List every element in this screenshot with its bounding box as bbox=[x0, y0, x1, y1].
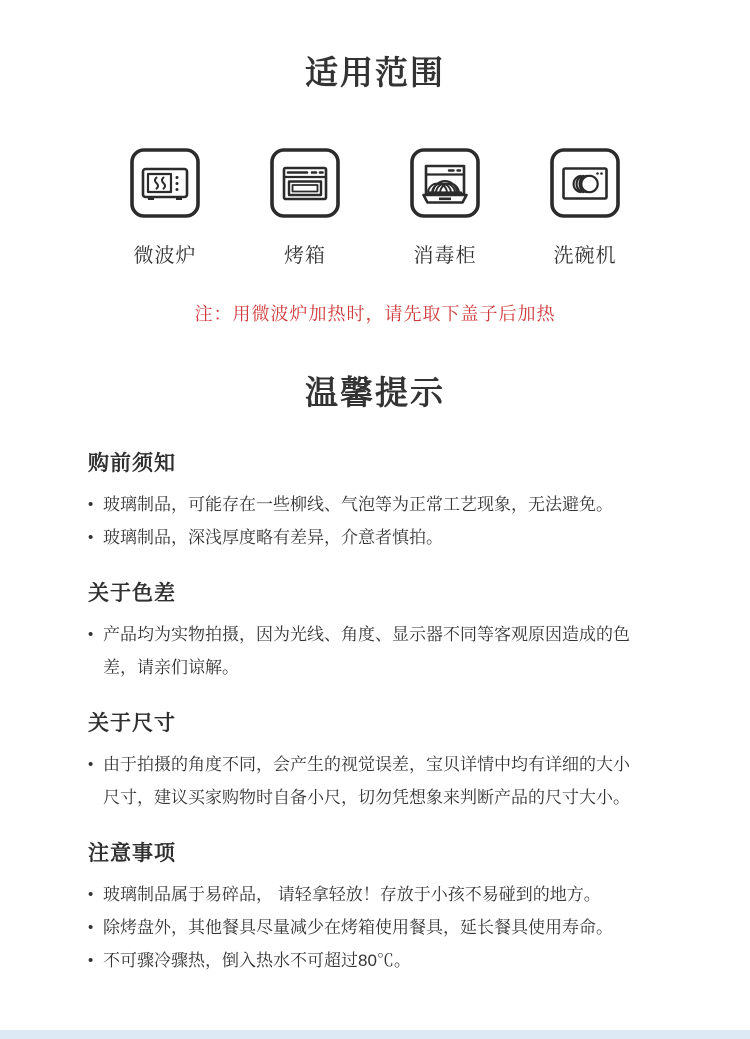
tip-heading: 注意事项 bbox=[88, 841, 176, 865]
tips-list bbox=[88, 450, 640, 977]
tip-bullet: • 玻璃制品，可能存在一些柳线、气泡等为正常工艺现象，无法避免。 bbox=[88, 488, 640, 521]
tip-heading: 关于色差 bbox=[88, 581, 176, 605]
tip-bullet: • 玻璃制品，深浅厚度略有差异，介意者慎拍。 bbox=[88, 521, 640, 554]
icon-card-microwave bbox=[124, 147, 206, 268]
tip-bullet: • 产品均为实物拍摄，因为光线、角度、显示器不同等客观原因造成的色差，请亲们谅解。 bbox=[88, 618, 640, 684]
page-title-applicable-scope: 适用范围 bbox=[305, 54, 445, 91]
applicable-icons-row bbox=[0, 147, 750, 268]
icon-label-oven: 烤箱 bbox=[284, 245, 326, 268]
microwave-icon bbox=[129, 147, 201, 219]
tip-section-prepurchase bbox=[88, 450, 640, 554]
icon-label-microwave: 微波炉 bbox=[133, 245, 197, 268]
tip-bullet: • 由于拍摄的角度不同，会产生的视觉误差，宝贝详情中均有详细的大小尺寸，建议买家购物时自备小尺，切勿凭想象来判断产品的尺寸大小。 bbox=[88, 748, 640, 814]
icon-card-dishwasher bbox=[544, 147, 626, 268]
icon-label-sterilizer: 消毒柜 bbox=[413, 245, 477, 268]
tip-section-precautions bbox=[88, 840, 640, 977]
oven-icon bbox=[269, 147, 341, 219]
tip-heading: 关于尺寸 bbox=[88, 711, 176, 735]
tip-section-color-difference bbox=[88, 580, 640, 684]
tip-heading: 购前须知 bbox=[88, 451, 176, 475]
dishwasher-icon bbox=[549, 147, 621, 219]
tip-bullet: • 除烤盘外，其他餐具尽量减少在烤箱使用餐具，延长餐具使用寿命。 bbox=[88, 911, 640, 944]
sterilizer-icon bbox=[409, 147, 481, 219]
tip-bullet: • 玻璃制品属于易碎品， 请轻拿轻放！存放于小孩不易碰到的地方。 bbox=[88, 878, 640, 911]
icon-card-sterilizer bbox=[404, 147, 486, 268]
icon-card-oven bbox=[264, 147, 346, 268]
tip-bullet: • 不可骤冷骤热，倒入热水不可超过80℃。 bbox=[88, 944, 640, 977]
icon-label-dishwasher: 洗碗机 bbox=[553, 245, 617, 268]
tip-section-size bbox=[88, 710, 640, 814]
microwave-usage-note: 注：用微波炉加热时，请先取下盖子后加热 bbox=[194, 304, 556, 325]
page-title-warm-tips: 温馨提示 bbox=[305, 374, 445, 412]
bottom-accent-bar bbox=[0, 1030, 750, 1039]
